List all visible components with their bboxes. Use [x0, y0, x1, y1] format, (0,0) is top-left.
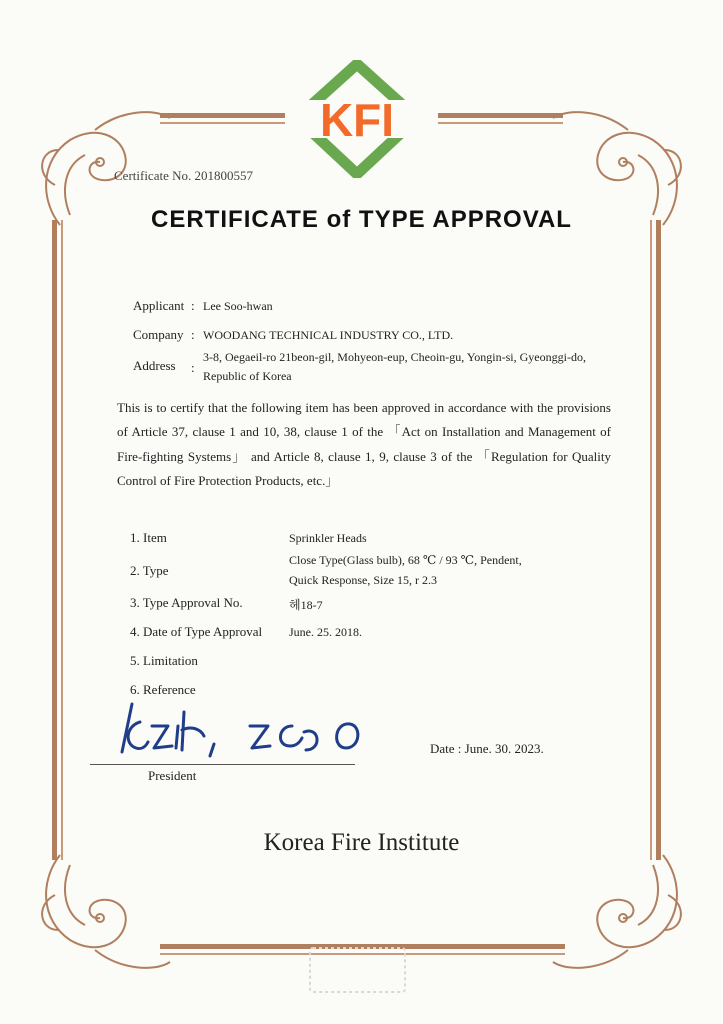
- type-value-line1: Close Type(Glass bulb), 68 ℃ / 93 ℃, Pendent,: [289, 553, 522, 567]
- company-label: Company: [133, 327, 184, 342]
- limitation-label: 5. Limitation: [130, 653, 198, 668]
- address-line1: 3-8, Oegaeil-ro 21beon-gil, Mohyeon-eup, Cheoin-gu, Yongin-si, Gyeonggi-do,: [203, 350, 586, 364]
- approval-no-value: 헤18-7: [289, 598, 323, 612]
- reference-label: 6. Reference: [130, 682, 196, 697]
- approval-no-label: 3. Type Approval No.: [130, 595, 243, 610]
- address-separator: :: [191, 360, 195, 375]
- applicant-separator: :: [191, 298, 195, 313]
- applicant-label: Applicant: [133, 298, 185, 313]
- kfi-logo: [291, 60, 423, 178]
- applicant-value: Lee Soo-hwan: [203, 299, 273, 313]
- certificate-number: Certificate No. 201800557: [114, 168, 253, 183]
- company-separator: :: [191, 327, 195, 342]
- issue-date: Date : June. 30. 2023.: [430, 741, 544, 756]
- item-value: Sprinkler Heads: [289, 531, 367, 545]
- corner-ornament-bottom-right: [553, 855, 681, 968]
- corner-ornament-bottom-left: [42, 855, 170, 968]
- certificate-title: CERTIFICATE of TYPE APPROVAL: [151, 206, 572, 233]
- issuer-name: Korea Fire Institute: [263, 829, 460, 856]
- type-label: 2. Type: [130, 563, 169, 578]
- signature-line: [90, 764, 355, 765]
- company-value: WOODANG TECHNICAL INDUSTRY CO., LTD.: [203, 328, 454, 342]
- president-signature: [110, 696, 370, 758]
- item-label: 1. Item: [130, 530, 167, 545]
- president-label: President: [148, 768, 197, 783]
- address-line2: Republic of Korea: [203, 369, 292, 383]
- approval-date-value: June. 25. 2018.: [289, 625, 362, 639]
- certification-statement: This is to certify that the following item has been approved in accordance with the provisions of Article 37, clause 1 and 10, 38, clause 1 of the 「Act on Installation and Management of Fire-fighting Systems」 and Article 8, clause 1, 9, clause 3 of the 「Regulation for Quality Control of Fire Protection Products, etc.」: [117, 400, 611, 488]
- kfi-logo-text: KFI: [319, 94, 395, 146]
- approval-date-label: 4. Date of Type Approval: [130, 624, 263, 639]
- address-label: Address: [133, 358, 176, 373]
- type-value-line2: Quick Response, Size 15, r 2.3: [289, 573, 437, 587]
